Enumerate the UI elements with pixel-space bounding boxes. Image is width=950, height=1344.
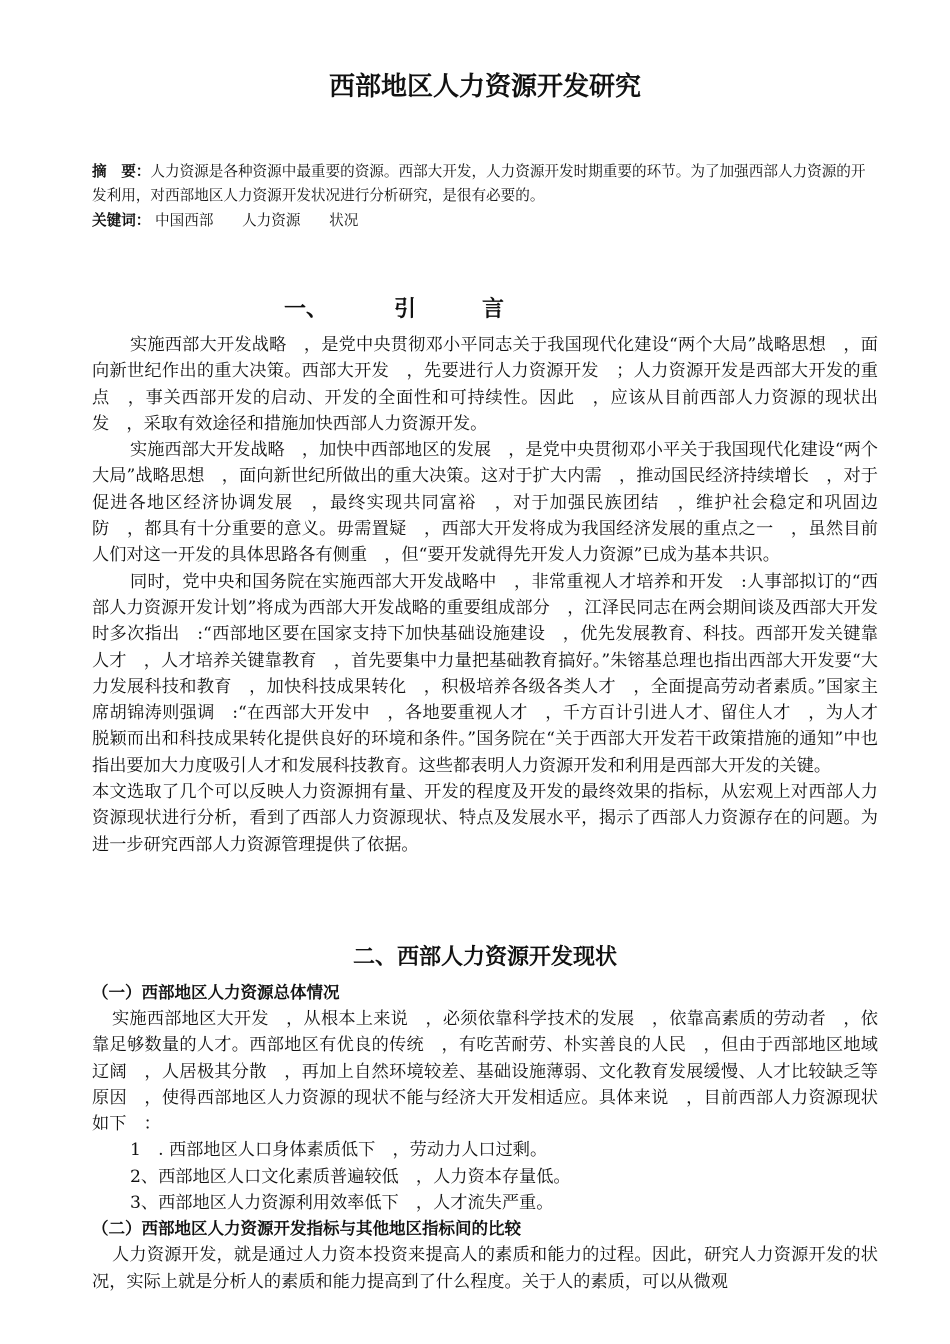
section-title-char: 引 (394, 297, 417, 322)
paragraph: 本文选取了几个可以反映人力资源拥有量、开发的程度及开发的最终效果的指标，从宏观上对西部人力资源现状进行分析，看到了西部人力资源现状、特点及发展水平，揭示了西部人力资源存在的问题。为进一步研究西部人力资源管理提供了依据。 (92, 782, 878, 855)
list-item: 3、西部地区人力资源利用效率低下 ，人才流失严重。 (130, 1193, 554, 1214)
paragraph: 同时，党中央和国务院在实施西部大开发战略中 ，非常重视人才培养和开发 :人事部拟订的“西部人力资源开发计划”将成为西部大开发战略的重要组成部分 ，江泽民同志在两会期间谈及西部大开发时多次指出 :“西部地区要在国家支持下加快基础设施建设 ，优先发展教育、科技。西部开发关键靠人才 ，人才培养关键靠教育 ，首先要集中力量把基础教育搞好。”朱镕基总理也指出西部大开发要“大力发展科技和教育 ，加快科技成果转化 ，积极培养各级各类人才 ，全面提高劳动者素质。”国家主席胡锦涛则强调 :“在西部大开发中 ，各地要重视人才 ，千方百计引进人才、留住人才 ，为人才脱颖而出和科技成果转化提供良好的环境和条件。”国务院在“关于西部大开发若干政策措施的通知”中也指出要加大力度吸引人才和发展科技教育。这些都表明人力资源开发和利用是西部大开发的关键。 (92, 571, 878, 776)
paragraph: 实施西部大开发战略 ，加快中西部地区的发展 ，是党中央贯彻邓小平关于我国现代化建设“两个大局”战略思想 ，面向新世纪所做出的重大决策。这对于扩大内需 ，推动国民经济持续增长 ，对于促进各地区经济协调发展 ，最终实现共同富裕 ，对于加强民族团结 ，维护社会稳定和巩固边防 ，都具有十分重要的意义。毋需置疑 ，西部大开发将成为我国经济发展的重点之一 ，虽然目前人们对这一开发的具体思路各有侧重 ，但“要开发就得先开发人力资源”已成为基本共识。 (92, 440, 878, 566)
keyword-item: 人力资源 (242, 212, 301, 229)
document-title: 西部地区人力资源开发研究 (328, 72, 641, 102)
abstract (92, 160, 878, 208)
keyword-item: 状况 (329, 212, 359, 229)
paragraph: 实施西部地区大开发 ，从根本上来说 ，必须依靠科学技术的发展 ，依靠高素质的劳动者 ，依靠足够数量的人才。西部地区有优良的传统 ，有吃苦耐劳、朴实善良的人民 ，但由于西部地区地域辽阔 ，人居极其分散 ，再加上自然环境较差、基础设施薄弱、文化教育发展缓慢、人才比较缺乏等原因 ，使得西部地区人力资源的现状不能与经济大开发相适应。具体来说 ，目前西部人力资源现状如下 ： (92, 1009, 878, 1135)
subsection-heading: （二）西部地区人力资源开发指标与其他地区指标间的比较 (92, 1219, 521, 1239)
section-number: 一、 (284, 297, 329, 322)
list-item: 1 . 西部地区人口身体素质低下 ，劳动力人口过剩。 (130, 1140, 548, 1161)
keyword-item: 中国西部 (155, 212, 214, 229)
abstract-text: 人力资源是各种资源中最重要的资源。西部大开发，人力资源开发时期重要的环节。为了加强西部人力资源的开发利用，对西部地区人力资源开发状况进行分析研究，是很有必要的。 (92, 163, 866, 204)
keywords (92, 209, 878, 233)
section-title-char: 言 (482, 297, 505, 322)
status-body (92, 980, 878, 1295)
introduction-body (92, 332, 878, 858)
paragraph: 实施西部大开发战略 ，是党中央贯彻邓小平同志关于我国现代化建设“两个大局”战略思想 ，面向新世纪作出的重大决策。西部大开发 ，先要进行人力资源开发 ；人力资源开发是西部大开发的重点 ，事关西部开发的启动、开发的全面性和可持续性。因此 ，应该从目前西部人力资源的现状出发 ，采取有效途径和措施加快西部人力资源开发。 (92, 335, 878, 434)
list-item: 2、西部地区人口文化素质普遍较低 ，人力资本存量低。 (130, 1166, 571, 1187)
status-list (92, 1137, 878, 1216)
keywords-label: 关键词： (92, 212, 151, 229)
abstract-label: 摘 要： (92, 163, 151, 180)
section-heading-status: 二、西部人力资源开发现状 (352, 945, 617, 970)
paragraph: 人力资源开发，就是通过人力资本投资来提高人的素质和能力的过程。因此，研究人力资源开发的状况，实际上就是分析人的素质和能力提高到了什么程度。关于人的素质，可以从微观 (92, 1245, 878, 1292)
subsection-heading: （一）西部地区人力资源总体情况 (92, 983, 340, 1002)
section-heading-introduction (284, 292, 504, 323)
